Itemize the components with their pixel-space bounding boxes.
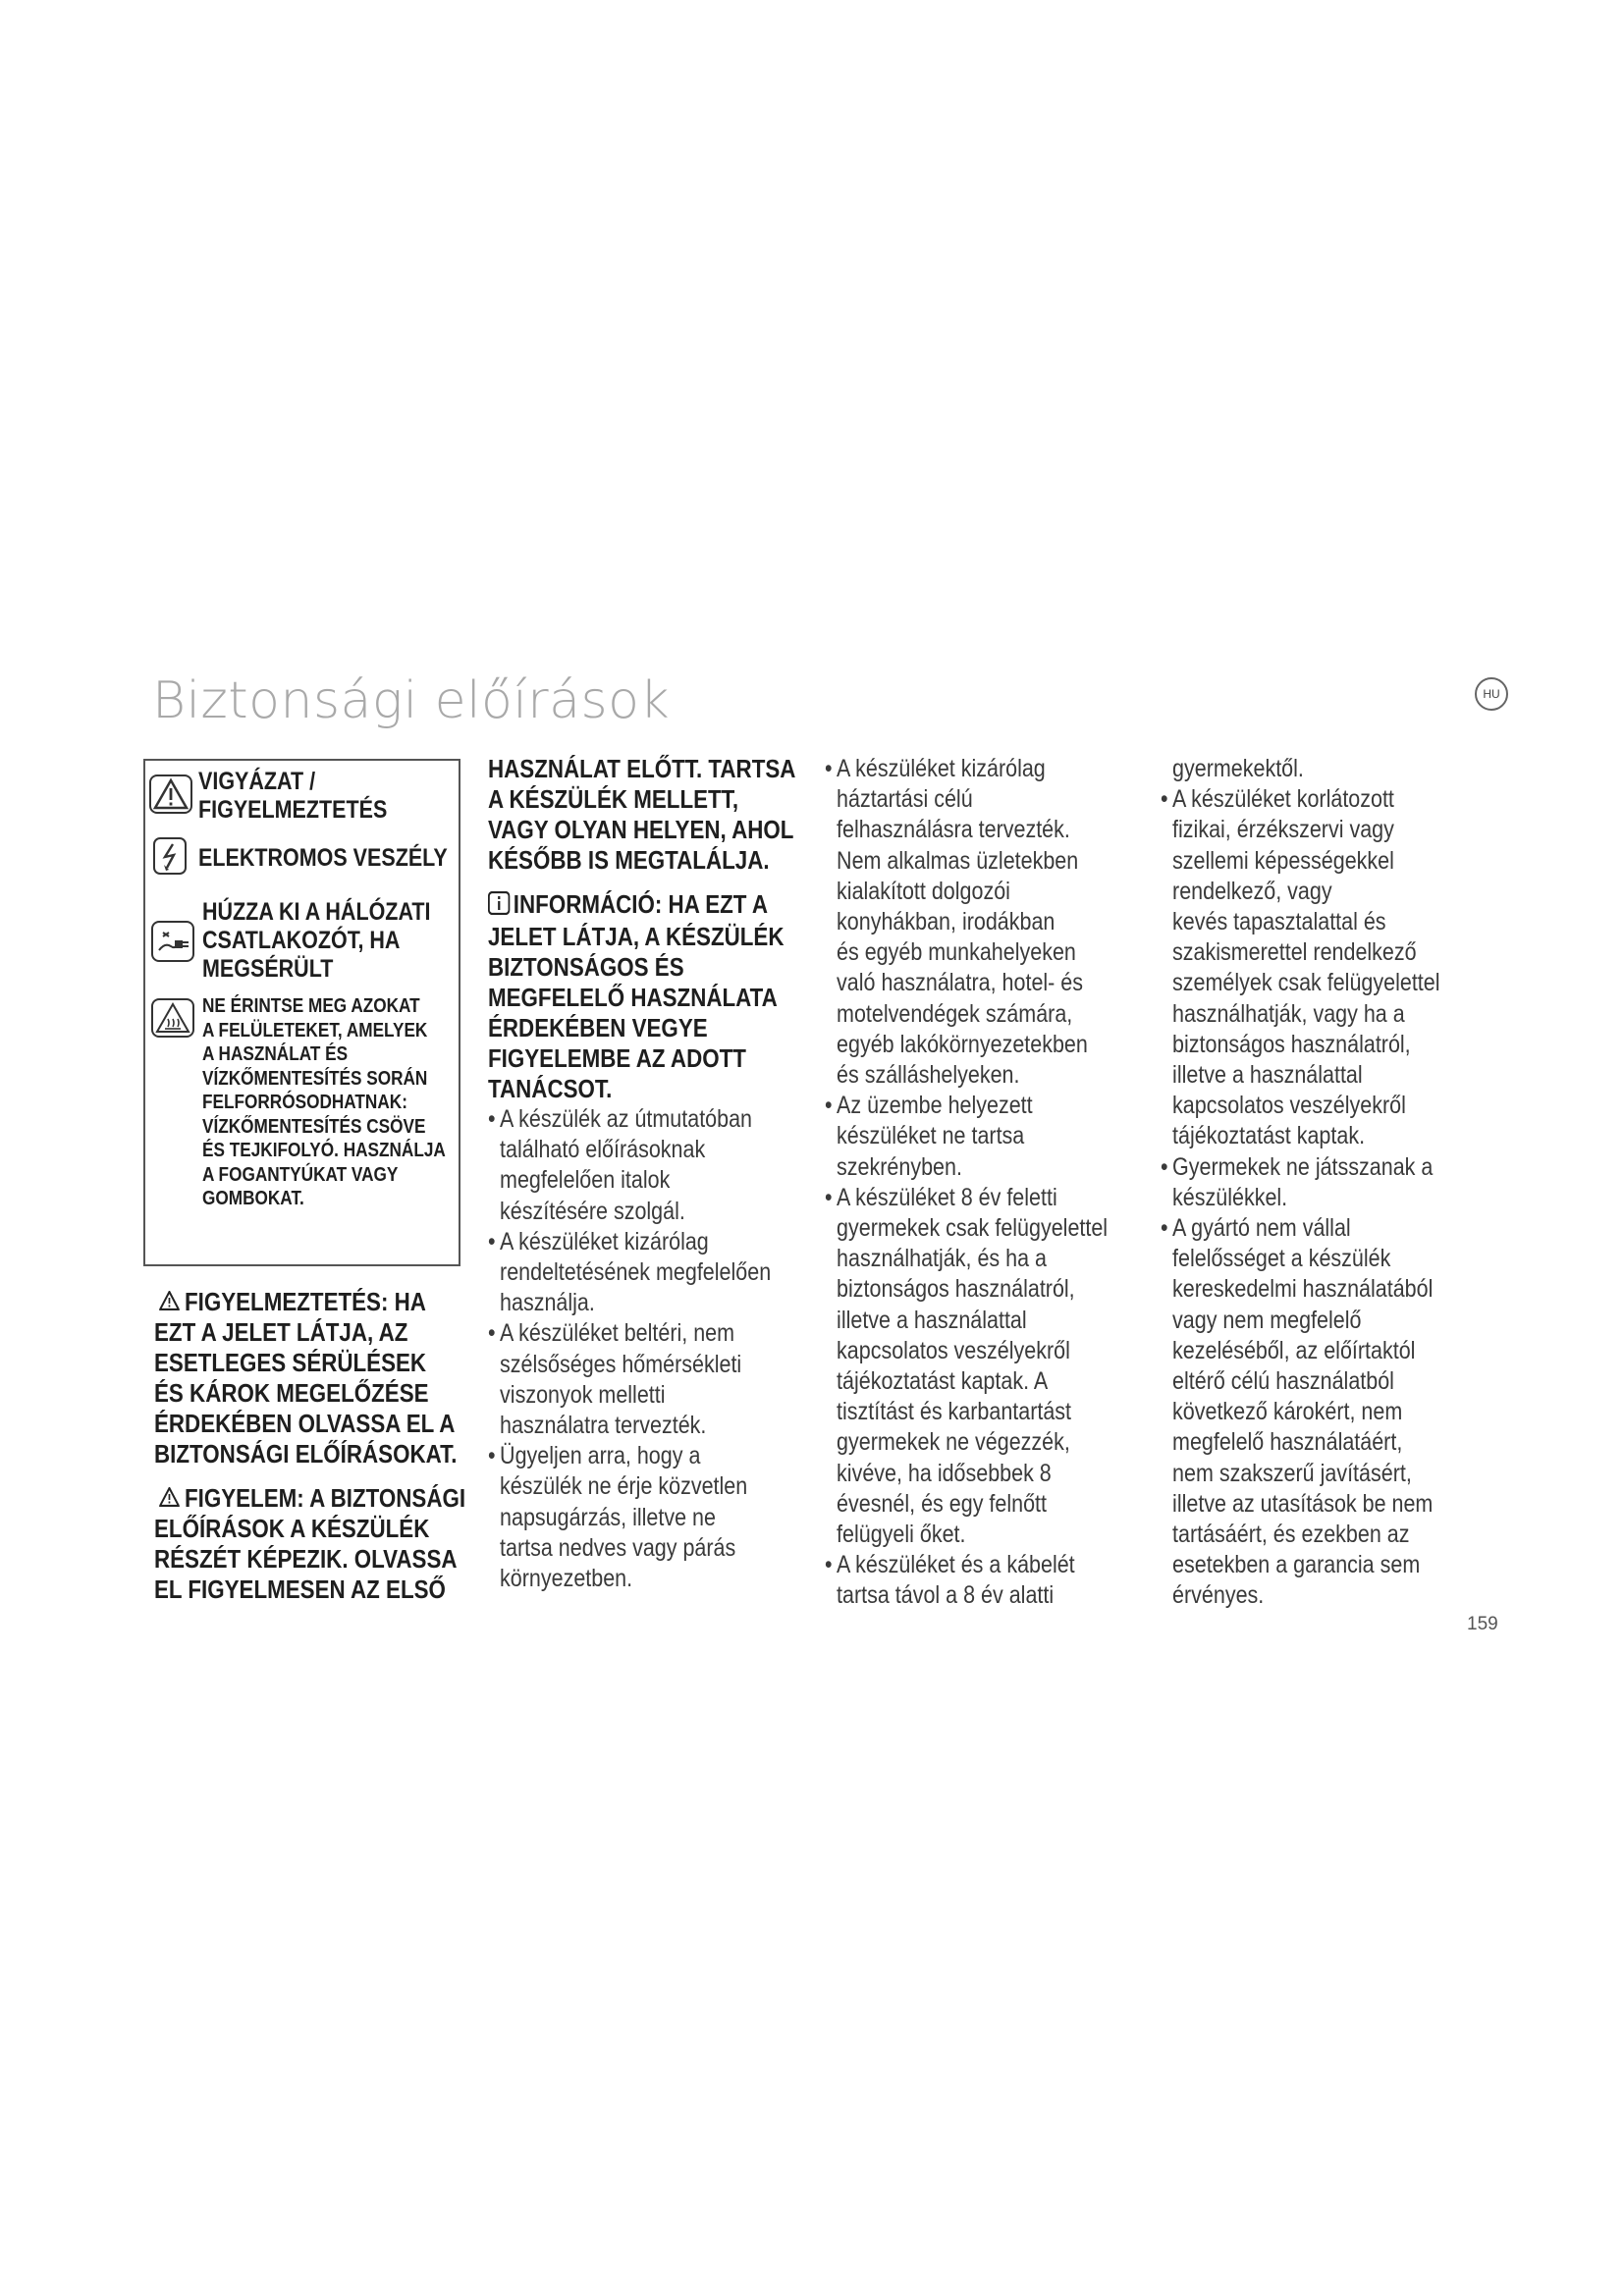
list-item-line: használhatják, vagy ha a [1172, 999, 1405, 1028]
list-item-line: következő károkért, nem [1172, 1398, 1403, 1426]
list-item-line: készüléket ne tartsa [837, 1122, 1025, 1150]
list-item: • A készüléket kizárólag háztartási célú felhasználásra tervezték. Nem alkalmas üzletekben kialakított dolgozói konyhákban, irodákban és egyéb munkahelyeken való használatra, hotel- és motelvendégek számára, egyéb lakókörnyezetekben és szálláshelyeken. [825, 754, 1108, 1091]
list-item-line: és egyéb munkahelyeken [837, 938, 1076, 967]
column-4 [1161, 754, 1486, 1612]
list-item-line: rendelkező, vagy [1172, 877, 1332, 905]
list-item-line: egyéb lakókörnyezetekben [837, 1030, 1088, 1058]
hot-surface-line: FELFORRÓSODHATNAK: [202, 1092, 407, 1113]
list-item-line: szekrényben. [837, 1152, 962, 1181]
list-item-line: Gyermekek ne játsszanak a [1172, 1152, 1434, 1181]
list-item-line: kivéve, ha idősebbek 8 [837, 1459, 1052, 1487]
page-number: 159 [1467, 1614, 1498, 1634]
list-item-line: motelvendégek számára, [837, 999, 1073, 1028]
page-title: Biztonsági előírások [152, 671, 671, 730]
list-item-line: felhasználásra tervezték. [837, 816, 1070, 844]
list-item-line: szélsőséges hőmérsékleti [500, 1350, 742, 1378]
list-item-line: nem szakszerű javításért, [1172, 1459, 1412, 1487]
hot-surface-line: GOMBOKAT. [202, 1188, 304, 1209]
list-item-line: eltérő célú használatból [1172, 1367, 1394, 1396]
info-line: TANÁCSOT. [488, 1074, 613, 1103]
list-item-line: felügyeli őket. [837, 1521, 966, 1549]
list-item-line: A készüléket kizárólag [837, 755, 1046, 782]
list-item-line: személyek csak felügyelettel [1172, 969, 1440, 997]
electric-label: ELEKTROMOS VESZÉLY [198, 844, 448, 872]
list-item-line: évesnél, és egy felnőtt [837, 1489, 1047, 1518]
list-item: • A készülék az útmutatóban található előírásoknak megfelelően italok készítésére szolgál. [488, 1104, 795, 1227]
info-line: FIGYELEMBE AZ ADOTT [488, 1043, 746, 1073]
info-icon [488, 891, 510, 922]
list-item: • A gyártó nem vállal felelősséget a készülék kereskedelmi használatából vagy nem megfelelő kezeléséből, az előírtaktól eltérő célú használatból következő károkért, nem megfelelő használatáért, nem szakszerű javításért, illetve az utasítások be nem tartásáért, és ezekben az esetekben a garancia sem érvényes. [1161, 1213, 1439, 1612]
unplug-row [151, 898, 467, 984]
list-item-line: A készüléket korlátozott [1172, 785, 1394, 814]
list-item-line: tartsa nedves vagy párás [500, 1533, 736, 1562]
info-line: MEGFELELŐ HASZNÁLATA [488, 983, 778, 1012]
list-item-line: A készüléket 8 év feletti [837, 1183, 1057, 1211]
list-item-line: kevés tapasztalattal és [1172, 908, 1386, 936]
warning-box [143, 759, 460, 1266]
warning-para-line: ÉS KÁROK MEGELŐZÉSE [154, 1378, 429, 1408]
info-line: JELET LÁTJA, A KÉSZÜLÉK [488, 922, 785, 951]
attention-para-line: ELŐÍRÁSOK A KÉSZÜLÉK [154, 1514, 430, 1543]
list-item-line: háztartási célú [837, 785, 973, 814]
list-item-line: biztonságos használatról, [837, 1275, 1075, 1304]
list-item-line: gyermekek csak felügyelettel [837, 1214, 1109, 1243]
list-item-line: kereskedelmi használatából [1172, 1275, 1434, 1304]
attention-para-line: RÉSZÉT KÉPEZIK. OLVASSA [154, 1544, 458, 1574]
list-item-line: szellemi képességekkel [1172, 846, 1394, 875]
list-item: • A készüléket és a kábelét tartsa távol a 8 év alatti [825, 1550, 1108, 1611]
hot-surface-line: A HASZNÁLAT ÉS [202, 1043, 349, 1065]
electric-hazard-icon [153, 837, 187, 880]
list-item-line: A gyártó nem vállal [1172, 1214, 1351, 1243]
warning-para-line: ÉRDEKÉBEN OLVASSA EL A [154, 1409, 456, 1438]
list-item-line: rendeltetésének megfelelően [500, 1258, 772, 1287]
list-item-line: Ügyeljen arra, hogy a [500, 1442, 701, 1470]
list-item: • A készüléket korlátozott fizikai, érzékszervi vagy szellemi képességekkel rendelkező, vagy kevés tapasztalattal és szakismerettel rendelkező személyek csak felügyelettel használhatják, vagy ha a biztonságos használatról, illetve a használattal kapcsolatos veszélyekről tájékoztatást kaptak. [1161, 784, 1439, 1151]
list-item-line: tartsa távol a 8 év alatti [837, 1581, 1055, 1610]
list-item-line: és szálláshelyeken. [837, 1061, 1020, 1090]
attention-para-line: FIGYELEM: A BIZTONSÁGI [184, 1483, 466, 1513]
warning-para-line: ESETLEGES SÉRÜLÉSEK [154, 1348, 427, 1377]
list-item: • Gyermekek ne játsszanak a készülékkel. [1161, 1152, 1439, 1213]
list-item-line: tájékoztatást kaptak. A [837, 1367, 1049, 1396]
column-2 [488, 754, 845, 1594]
info-line: BIZTONSÁGOS ÉS [488, 952, 684, 982]
small-warning-icon [159, 1287, 180, 1317]
intro-line: HASZNÁLAT ELŐTT. TARTSA [488, 754, 796, 783]
hot-surface-line: A FELÜLETEKET, AMELYEK [202, 1019, 428, 1041]
list-item-line: megfelelően italok [500, 1166, 671, 1195]
unplug-icon [151, 921, 194, 967]
warning-triangle-icon [149, 774, 192, 819]
list-item-line: illetve a használattal [1172, 1061, 1363, 1090]
list-item: • Ügyeljen arra, hogy a készülék ne érje közvetlen napsugárzás, illetve ne tartsa nedves vagy párás környezetben. [488, 1441, 795, 1594]
list-item-line: való használatra, hotel- és [837, 969, 1084, 997]
list-item: • A készüléket 8 év feletti gyermekek csak felügyelettel használhatják, és ha a biztonságos használatról, illetve a használattal kapcsolatos veszélyekről tájékoztatást kaptak. A tisztítást és karbantartást gyermekek ne végezzék, kivéve, ha idősebbek 8 évesnél, és egy felnőtt felügyeli őket. [825, 1183, 1108, 1550]
list-item-line: kezeléséből, az előírtaktól [1172, 1336, 1416, 1364]
hot-surface-line: ÉS TEJKIFOLYÓ. HASZNÁLJA [202, 1140, 446, 1161]
hot-surface-row [151, 994, 485, 1211]
list-item: • A készüléket kizárólag rendeltetésének megfelelően használja. [488, 1227, 795, 1319]
list-item-line: A készülék az útmutatóban [500, 1105, 753, 1133]
list-item-line: szakismerettel rendelkező [1172, 938, 1417, 967]
list-item-line: kapcsolatos veszélyekről [837, 1336, 1070, 1364]
list-item-line: illetve az utasítások be nem [1172, 1489, 1434, 1518]
list-item-line: gyermekektől. [1172, 755, 1304, 782]
warning-paragraph [154, 1287, 507, 1469]
list-item-line: készülékkel. [1172, 1183, 1288, 1211]
list-item-line: készülék ne érje közvetlen [500, 1472, 748, 1501]
unplug-line: CSATLAKOZÓT, HA [202, 927, 401, 954]
intro-line: VAGY OLYAN HELYEN, AHOL [488, 815, 794, 844]
list-item-line: tartásáért, és ezekben az [1172, 1521, 1410, 1549]
column-3 [825, 754, 1154, 1612]
list-item-line: viszonyok melletti [500, 1380, 666, 1409]
list-continuation [1161, 754, 1439, 784]
list-item-line: vagy nem megfelelő [1172, 1306, 1362, 1334]
warning-para-line: BIZTONSÁGI ELŐÍRÁSOKAT. [154, 1439, 458, 1468]
list-item-line: Az üzembe helyezett [837, 1092, 1033, 1120]
list-item-line: kialakított dolgozói [837, 877, 1010, 905]
list-item-line: napsugárzás, illetve ne [500, 1503, 716, 1531]
list-item-line: esetekben a garancia sem [1172, 1551, 1421, 1579]
list-item: • Az üzembe helyezett készüléket ne tartsa szekrényben. [825, 1091, 1108, 1183]
info-line: ÉRDEKÉBEN VEGYE [488, 1013, 708, 1042]
warning-para-line: EZT A JELET LÁTJA, AZ [154, 1317, 408, 1347]
info-line: INFORMÁCIÓ: HA EZT A [513, 889, 768, 919]
list-item-line: A készüléket beltéri, nem [500, 1319, 735, 1348]
list-item-line: felelősséget a készülék [1172, 1245, 1391, 1273]
list-item-line: tisztítást és karbantartást [837, 1398, 1072, 1426]
hot-surface-line: A FOGANTYÚKAT VAGY [202, 1163, 399, 1186]
caution-line: VIGYÁZAT / [198, 768, 316, 795]
list-item-line: konyhákban, irodákban [837, 908, 1056, 936]
caution-row [149, 768, 418, 825]
attention-paragraph [154, 1483, 516, 1605]
intro-line: A KÉSZÜLÉK MELLETT, [488, 784, 739, 814]
warning-para-line: FIGYELMEZTETÉS: HA [184, 1287, 426, 1316]
list-item-line: megfelelő használatáért, [1172, 1428, 1403, 1457]
info-first-line [488, 889, 795, 922]
list-item-line: Nem alkalmas üzletekben [837, 846, 1079, 875]
list-item-line: érvényes. [1172, 1581, 1265, 1610]
list-item-line: A készüléket és a kábelét [837, 1551, 1075, 1579]
hot-surface-line: VÍZKŐMENTESÍTÉS CSÖVE [202, 1115, 426, 1138]
list-item-line: tájékoztatást kaptak. [1172, 1122, 1366, 1150]
list-item-line: A készüléket kizárólag [500, 1227, 709, 1255]
hot-surface-line: NE ÉRINTSE MEG AZOKAT [202, 995, 420, 1017]
caution-line: FIGYELMEZTETÉS [198, 796, 388, 824]
list-item-line: használja. [500, 1289, 595, 1317]
unplug-line: HÚZZA KI A HÁLÓZATI [202, 898, 431, 926]
list-item-line: kapcsolatos veszélyekről [1172, 1092, 1406, 1120]
list-item-line: található előírásoknak [500, 1136, 706, 1164]
list-item-line: illetve a használattal [837, 1306, 1027, 1334]
list-item-line: használhatják, és ha a [837, 1245, 1047, 1273]
language-badge: HU [1475, 677, 1508, 711]
hot-surface-icon [151, 998, 194, 1042]
list-item-line: használatra tervezték. [500, 1412, 707, 1440]
attention-para-first-line [154, 1483, 465, 1514]
warning-para-first-line [154, 1287, 457, 1317]
unplug-line: MEGSÉRÜLT [202, 955, 334, 983]
list-item-line: fizikai, érzékszervi vagy [1172, 816, 1394, 844]
list-item-line: gyermekek ne végezzék, [837, 1428, 1070, 1457]
list-item-line: készítésére szolgál. [500, 1197, 685, 1225]
hot-surface-line: VÍZKŐMENTESÍTÉS SORÁN [202, 1067, 428, 1090]
small-warning-icon [159, 1483, 180, 1514]
intro-line: KÉSŐBB IS MEGTALÁLJA. [488, 845, 770, 875]
list-item-line: biztonságos használatról, [1172, 1030, 1411, 1058]
attention-para-line: EL FIGYELMESEN AZ ELSŐ [154, 1575, 446, 1604]
electric-row [153, 837, 488, 880]
list-item: • A készüléket beltéri, nem szélsőséges hőmérsékleti viszonyok melletti használatra tervezték. [488, 1318, 795, 1441]
list-item-line: környezetben. [500, 1565, 633, 1593]
